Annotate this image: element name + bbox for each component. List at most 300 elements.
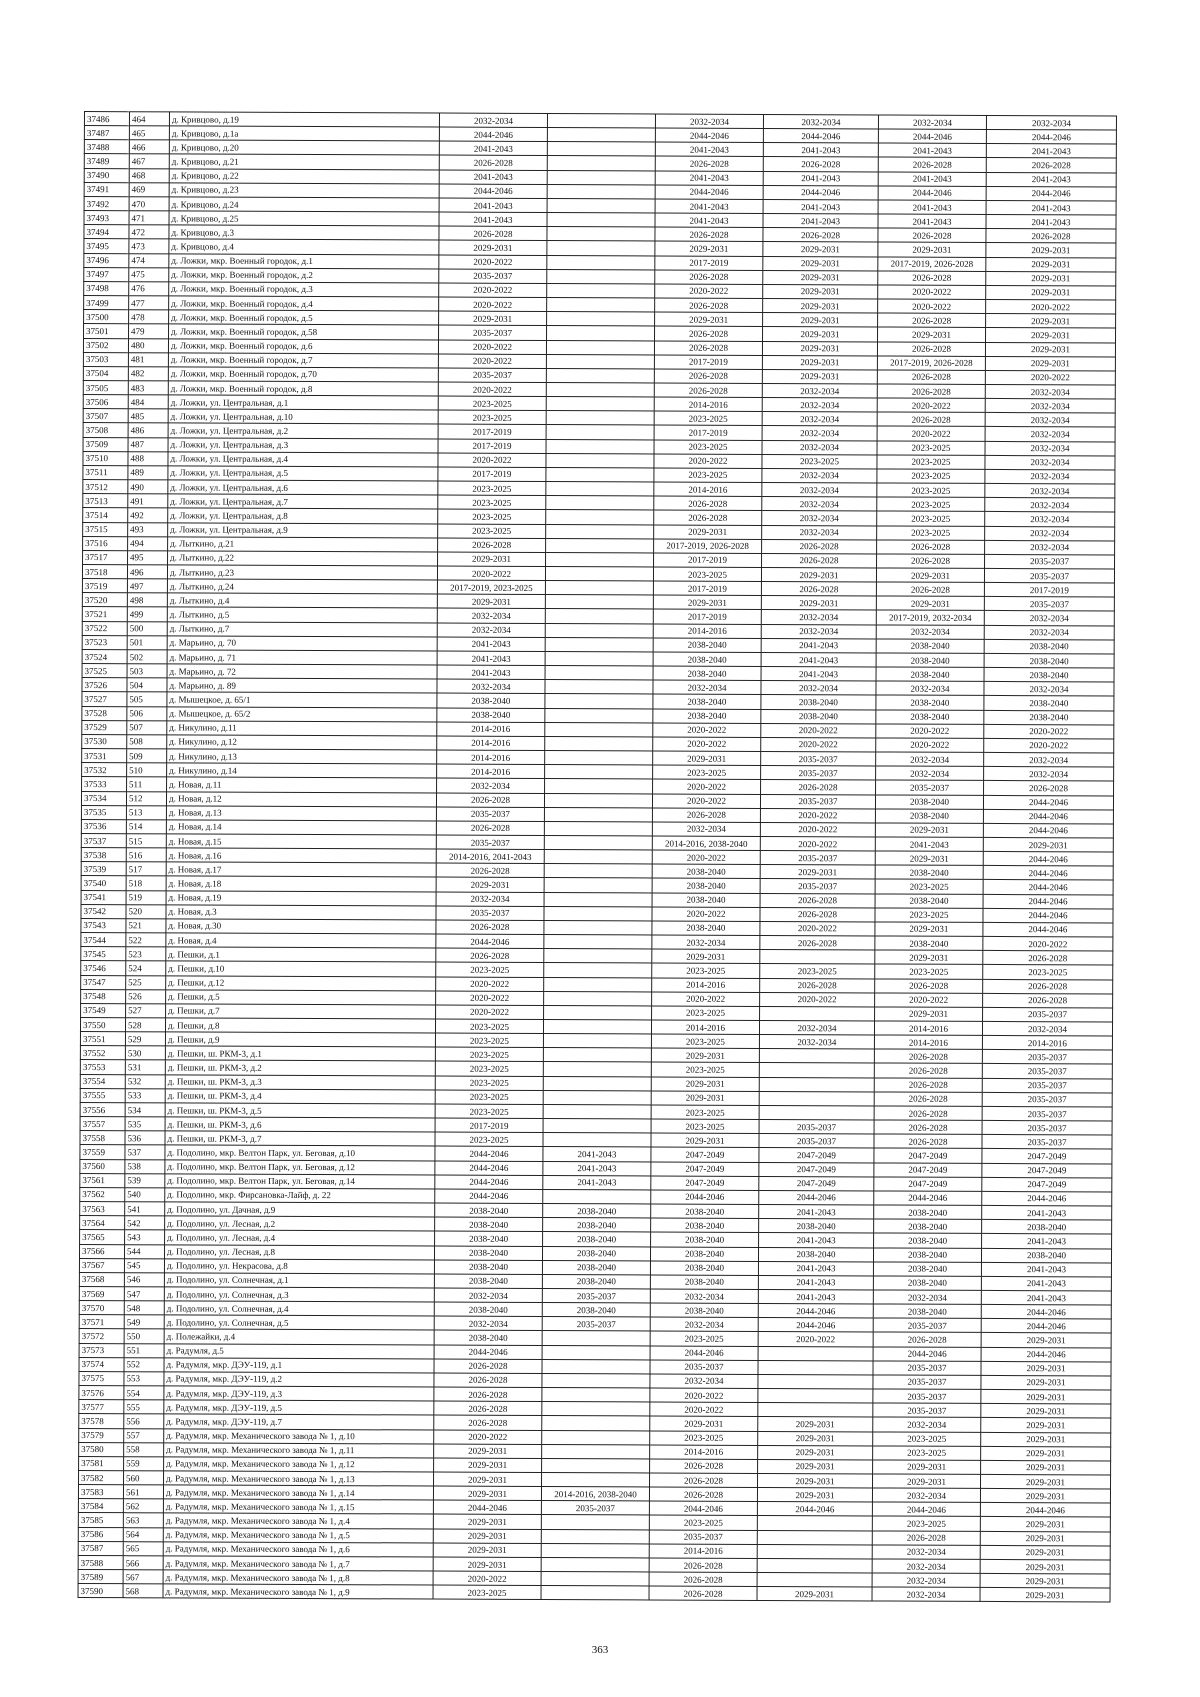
year-col-5-cell: 2035-2037 <box>873 1318 981 1333</box>
year-col-2-cell <box>545 567 653 582</box>
year-col-1-cell: 2041-2043 <box>439 212 547 227</box>
row-number-cell: 466 <box>129 140 169 154</box>
year-col-2-cell <box>542 1416 650 1431</box>
year-col-5-cell: 2026-2028 <box>874 1078 982 1093</box>
row-number-cell: 526 <box>126 989 166 1003</box>
year-col-6-cell: 2020-2022 <box>985 370 1115 385</box>
year-col-4-cell: 2020-2022 <box>760 808 875 823</box>
row-id-cell: 37540 <box>81 876 126 890</box>
year-col-1-cell: 2029-2031 <box>439 311 547 326</box>
year-col-6-cell: 2032-2034 <box>982 1021 1112 1036</box>
year-col-6-cell: 2029-2031 <box>986 314 1116 329</box>
row-number-cell: 548 <box>124 1301 164 1315</box>
year-col-5-cell: 2023-2025 <box>872 1516 980 1531</box>
year-col-3-cell: 2014-2016 <box>653 624 761 639</box>
year-col-6-cell: 2041-2043 <box>986 215 1116 230</box>
year-col-3-cell: 2014-2016 <box>651 1020 759 1035</box>
row-number-cell: 556 <box>124 1414 164 1428</box>
year-col-4-cell: 2029-2031 <box>763 256 878 271</box>
year-col-4-cell: 2029-2031 <box>758 1445 873 1460</box>
row-number-cell: 489 <box>128 466 168 480</box>
year-col-2-cell <box>545 609 653 624</box>
year-col-1-cell: 2020-2022 <box>436 991 544 1006</box>
year-col-4-cell: 2041-2043 <box>758 1261 873 1276</box>
row-id-cell: 37498 <box>84 281 129 295</box>
row-id-cell: 37499 <box>84 296 129 310</box>
row-id-cell: 37505 <box>83 380 128 394</box>
year-col-3-cell: 2035-2037 <box>650 1360 758 1375</box>
year-col-6-cell: 2044-2046 <box>986 130 1116 145</box>
address-cell: д. Никулино, д.11 <box>167 721 437 736</box>
year-col-5-cell: 2026-2028 <box>874 1063 982 1078</box>
address-cell: д. Кривцово, д.25 <box>169 211 439 226</box>
year-col-2-cell <box>546 411 654 426</box>
year-col-5-cell: 2038-2040 <box>876 710 984 725</box>
year-col-6-cell: 2035-2037 <box>982 1106 1112 1121</box>
year-col-6-cell: 2014-2016 <box>982 1036 1112 1051</box>
year-col-6-cell: 2029-2031 <box>981 1446 1111 1461</box>
year-col-3-cell: 2026-2028 <box>649 1572 757 1587</box>
row-number-cell: 540 <box>125 1188 165 1202</box>
row-number-cell: 482 <box>128 367 168 381</box>
row-number-cell: 537 <box>125 1145 165 1159</box>
year-col-1-cell: 2029-2031 <box>433 1486 541 1501</box>
row-id-cell: 37585 <box>78 1513 123 1527</box>
year-col-4-cell: 2029-2031 <box>757 1473 872 1488</box>
year-col-5-cell: 2020-2022 <box>877 426 985 441</box>
year-col-3-cell: 2020-2022 <box>653 723 761 738</box>
year-col-6-cell: 2041-2043 <box>981 1262 1111 1277</box>
year-col-3-cell: 2017-2019 <box>653 581 761 596</box>
year-col-5-cell: 2035-2037 <box>873 1403 981 1418</box>
year-col-3-cell: 2023-2025 <box>651 1034 759 1049</box>
year-col-5-cell: 2023-2025 <box>877 511 985 526</box>
year-col-5-cell: 2041-2043 <box>878 143 986 158</box>
year-col-4-cell: 2032-2034 <box>762 468 877 483</box>
row-id-cell: 37567 <box>79 1258 124 1272</box>
address-cell: д. Ложки, ул. Центральная, д.5 <box>168 466 438 481</box>
year-col-6-cell: 2029-2031 <box>980 1474 1110 1489</box>
year-col-5-cell: 2017-2019, 2026-2028 <box>877 356 985 371</box>
row-id-cell: 37521 <box>82 607 127 621</box>
year-col-3-cell: 2029-2031 <box>653 595 761 610</box>
year-col-4-cell <box>759 1063 874 1078</box>
year-col-1-cell: 2038-2040 <box>435 1231 543 1246</box>
year-col-1-cell: 2029-2031 <box>436 877 544 892</box>
year-col-4-cell: 2035-2037 <box>759 1134 874 1149</box>
year-col-2-cell <box>546 425 654 440</box>
year-col-6-cell: 2032-2034 <box>985 498 1115 513</box>
year-col-6-cell: 2032-2034 <box>985 469 1115 484</box>
row-id-cell: 37524 <box>82 649 127 663</box>
address-cell: д. Подолино, мкр. Велтон Парк, ул. Беговая, д.10 <box>165 1145 435 1160</box>
year-col-1-cell: 2014-2016 <box>437 764 545 779</box>
address-cell: д. Ложки, мкр. Военный городок, д.2 <box>169 268 439 283</box>
year-col-1-cell: 2023-2025 <box>435 1019 543 1034</box>
year-col-5-cell: 2026-2028 <box>873 1332 981 1347</box>
row-number-cell: 478 <box>129 310 169 324</box>
row-id-cell: 37533 <box>82 777 127 791</box>
year-col-5-cell: 2038-2040 <box>873 1247 981 1262</box>
year-col-4-cell: 2044-2046 <box>758 1304 873 1319</box>
year-col-2-cell <box>545 751 653 766</box>
year-col-2-cell <box>544 977 652 992</box>
address-cell: д. Ложки, мкр. Военный городок, д.5 <box>169 310 439 325</box>
year-col-2-cell <box>545 765 653 780</box>
year-col-3-cell: 2044-2046 <box>655 185 763 200</box>
year-col-2-cell <box>544 835 652 850</box>
year-col-2-cell <box>542 1359 650 1374</box>
year-col-2-cell <box>546 482 654 497</box>
year-col-5-cell: 2038-2040 <box>876 695 984 710</box>
row-number-cell: 519 <box>126 890 166 904</box>
year-col-5-cell: 2020-2022 <box>877 398 985 413</box>
year-col-3-cell: 2038-2040 <box>653 638 761 653</box>
year-col-6-cell: 2044-2046 <box>983 852 1113 867</box>
address-cell: д. Марьино, д. 71 <box>167 650 437 665</box>
year-col-5-cell: 2023-2025 <box>875 879 983 894</box>
year-col-6-cell: 2047-2049 <box>982 1149 1112 1164</box>
year-col-4-cell: 2026-2028 <box>763 228 878 243</box>
address-cell: д. Лыткино, д.23 <box>167 565 437 580</box>
year-col-5-cell: 2029-2031 <box>875 1007 983 1022</box>
row-id-cell: 37492 <box>84 196 129 210</box>
year-col-1-cell: 2029-2031 <box>438 552 546 567</box>
year-col-3-cell: 2038-2040 <box>653 652 761 667</box>
year-col-1-cell: 2044-2046 <box>435 1189 543 1204</box>
year-col-1-cell: 2017-2019 <box>438 439 546 454</box>
address-cell: д. Пешки, д.10 <box>166 961 436 976</box>
year-col-4-cell: 2032-2034 <box>763 114 878 129</box>
row-id-cell: 37497 <box>84 267 129 281</box>
year-col-1-cell: 2038-2040 <box>434 1274 542 1289</box>
year-col-1-cell: 2026-2028 <box>436 793 544 808</box>
row-number-cell: 483 <box>128 381 168 395</box>
year-col-2-cell <box>545 708 653 723</box>
year-col-2-cell <box>542 1444 650 1459</box>
row-id-cell: 37512 <box>83 480 128 494</box>
row-number-cell: 536 <box>125 1131 165 1145</box>
address-cell: д. Ложки, ул. Центральная, д.2 <box>168 423 438 438</box>
year-col-4-cell: 2035-2037 <box>760 879 875 894</box>
year-col-6-cell: 2047-2049 <box>982 1163 1112 1178</box>
year-col-1-cell: 2044-2046 <box>439 184 547 199</box>
year-col-5-cell: 2023-2025 <box>877 483 985 498</box>
row-number-cell: 554 <box>124 1386 164 1400</box>
year-col-5-cell: 2026-2028 <box>877 540 985 555</box>
row-number-cell: 499 <box>127 607 167 621</box>
year-col-2-cell <box>541 1529 649 1544</box>
year-col-4-cell: 2044-2046 <box>763 185 878 200</box>
year-col-5-cell: 2044-2046 <box>878 129 986 144</box>
year-col-2-cell <box>543 1062 651 1077</box>
year-col-2-cell <box>543 1119 651 1134</box>
year-col-4-cell: 2029-2031 <box>758 1431 873 1446</box>
year-col-3-cell: 2023-2025 <box>651 1119 759 1134</box>
row-number-cell: 525 <box>126 975 166 989</box>
year-col-1-cell: 2020-2022 <box>438 340 546 355</box>
year-col-4-cell <box>757 1530 872 1545</box>
year-col-6-cell: 2029-2031 <box>981 1375 1111 1390</box>
address-cell: д. Ложки, ул. Центральная, д.1 <box>168 395 438 410</box>
year-col-1-cell: 2032-2034 <box>439 113 547 128</box>
address-cell: д. Подолино, ул. Солнечная, д.1 <box>164 1273 434 1288</box>
address-cell: д. Пешки, ш. РКМ-3, д.5 <box>165 1103 435 1118</box>
year-col-1-cell: 2014-2016 <box>437 750 545 765</box>
row-number-cell: 524 <box>126 961 166 975</box>
row-id-cell: 37570 <box>79 1301 124 1315</box>
row-id-cell: 37507 <box>83 409 128 423</box>
year-col-4-cell: 2020-2022 <box>758 1332 873 1347</box>
row-number-cell: 522 <box>126 933 166 947</box>
year-col-1-cell: 2026-2028 <box>434 1415 542 1430</box>
address-cell: д. Подолино, ул. Лесная, д.8 <box>164 1244 434 1259</box>
year-col-2-cell <box>547 298 655 313</box>
year-col-2-cell <box>546 368 654 383</box>
year-col-6-cell: 2029-2031 <box>981 1404 1111 1419</box>
year-col-4-cell: 2026-2028 <box>762 539 877 554</box>
row-number-cell: 481 <box>128 352 168 366</box>
year-col-3-cell: 2020-2022 <box>653 737 761 752</box>
address-cell: д. Кривцово, д.3 <box>169 225 439 240</box>
address-cell: д. Марьино, д. 89 <box>167 678 437 693</box>
year-col-2-cell <box>546 496 654 511</box>
year-col-4-cell: 2029-2031 <box>761 596 876 611</box>
year-col-3-cell: 2032-2034 <box>653 680 761 695</box>
row-id-cell: 37526 <box>82 678 127 692</box>
year-col-5-cell: 2044-2046 <box>878 186 986 201</box>
row-id-cell: 37546 <box>81 961 126 975</box>
year-col-4-cell: 2044-2046 <box>759 1190 874 1205</box>
year-col-6-cell: 2020-2022 <box>984 738 1114 753</box>
year-col-6-cell: 2029-2031 <box>981 1361 1111 1376</box>
year-col-6-cell: 2041-2043 <box>981 1276 1111 1291</box>
year-col-4-cell: 2020-2022 <box>760 822 875 837</box>
row-number-cell: 465 <box>129 126 169 140</box>
year-col-6-cell: 2044-2046 <box>983 908 1113 923</box>
year-col-4-cell: 2026-2028 <box>760 893 875 908</box>
row-id-cell: 37586 <box>78 1527 123 1541</box>
year-col-1-cell: 2026-2028 <box>436 821 544 836</box>
year-col-3-cell: 2014-2016 <box>649 1544 757 1559</box>
year-col-5-cell: 2038-2040 <box>875 865 983 880</box>
year-col-5-cell: 2017-2019, 2032-2034 <box>876 610 984 625</box>
row-number-cell: 546 <box>124 1273 164 1287</box>
year-col-4-cell: 2029-2031 <box>762 355 877 370</box>
year-col-4-cell: 2041-2043 <box>761 667 876 682</box>
row-id-cell: 37553 <box>80 1060 125 1074</box>
year-col-4-cell: 2026-2028 <box>760 907 875 922</box>
row-number-cell: 467 <box>129 154 169 168</box>
year-col-5-cell: 2038-2040 <box>873 1276 981 1291</box>
year-col-3-cell: 2038-2040 <box>650 1303 758 1318</box>
row-number-cell: 510 <box>127 763 167 777</box>
row-number-cell: 470 <box>129 197 169 211</box>
year-col-2-cell <box>543 1133 651 1148</box>
row-number-cell: 485 <box>128 409 168 423</box>
row-number-cell: 490 <box>128 480 168 494</box>
year-col-3-cell: 2017-2019 <box>654 553 762 568</box>
year-col-4-cell: 2029-2031 <box>763 298 878 313</box>
year-col-1-cell: 2023-2025 <box>435 1090 543 1105</box>
year-col-6-cell: 2029-2031 <box>986 271 1116 286</box>
year-col-4-cell: 2020-2022 <box>761 723 876 738</box>
row-number-cell: 479 <box>129 324 169 338</box>
year-col-3-cell: 2026-2028 <box>654 383 762 398</box>
year-col-2-cell <box>546 510 654 525</box>
row-number-cell: 513 <box>126 805 166 819</box>
year-col-3-cell: 2026-2028 <box>652 808 760 823</box>
row-id-cell: 37490 <box>84 168 129 182</box>
year-col-5-cell: 2041-2043 <box>878 172 986 187</box>
year-col-1-cell: 2035-2037 <box>436 906 544 921</box>
year-col-6-cell: 2029-2031 <box>980 1545 1110 1560</box>
year-col-5-cell: 2026-2028 <box>875 978 983 993</box>
year-col-5-cell: 2038-2040 <box>873 1262 981 1277</box>
address-cell: д. Пешки, д.8 <box>165 1018 435 1033</box>
year-col-2-cell <box>547 142 655 157</box>
year-col-5-cell: 2038-2040 <box>875 794 983 809</box>
year-col-6-cell: 2032-2034 <box>984 625 1114 640</box>
row-id-cell: 37488 <box>84 140 129 154</box>
year-col-5-cell: 2029-2031 <box>875 851 983 866</box>
year-col-1-cell: 2035-2037 <box>439 269 547 284</box>
year-col-6-cell: 2029-2031 <box>981 1432 1111 1447</box>
year-col-5-cell: 2026-2028 <box>878 228 986 243</box>
year-col-4-cell <box>757 1573 872 1588</box>
year-col-6-cell: 2032-2034 <box>985 399 1115 414</box>
address-cell: д. Радумля, д.5 <box>164 1343 434 1358</box>
row-number-cell: 523 <box>126 947 166 961</box>
year-col-1-cell: 2023-2025 <box>436 962 544 977</box>
year-col-6-cell: 2038-2040 <box>982 1220 1112 1235</box>
row-number-cell: 560 <box>124 1471 164 1485</box>
year-col-6-cell: 2035-2037 <box>983 1007 1113 1022</box>
year-col-6-cell: 2044-2046 <box>983 866 1113 881</box>
year-col-2-cell <box>542 1473 650 1488</box>
year-col-1-cell: 2023-2025 <box>438 495 546 510</box>
year-col-1-cell: 2032-2034 <box>437 609 545 624</box>
row-number-cell: 532 <box>125 1074 165 1088</box>
address-cell: д. Радумля, мкр. Механического завода № 1, д.4 <box>163 1513 433 1528</box>
address-cell: д. Пешки, ш. РКМ-3, д.4 <box>165 1089 435 1104</box>
row-id-cell: 37530 <box>82 734 127 748</box>
year-col-5-cell: 2026-2028 <box>877 554 985 569</box>
year-col-1-cell: 2026-2028 <box>436 920 544 935</box>
address-cell: д. Новая, д.30 <box>166 919 436 934</box>
year-col-3-cell: 2017-2019 <box>654 425 762 440</box>
year-col-6-cell: 2017-2019 <box>984 583 1114 598</box>
year-col-1-cell: 2032-2034 <box>437 623 545 638</box>
year-col-2-cell <box>544 793 652 808</box>
year-col-1-cell: 2023-2025 <box>435 1104 543 1119</box>
year-col-6-cell: 2032-2034 <box>985 540 1115 555</box>
year-col-1-cell: 2038-2040 <box>434 1260 542 1275</box>
year-col-1-cell: 2020-2022 <box>439 283 547 298</box>
year-col-2-cell <box>545 651 653 666</box>
year-col-2-cell <box>547 255 655 270</box>
row-number-cell: 561 <box>123 1485 163 1499</box>
row-id-cell: 37491 <box>84 182 129 196</box>
year-col-3-cell: 2020-2022 <box>655 284 763 299</box>
year-col-3-cell: 2026-2028 <box>650 1459 758 1474</box>
year-col-2-cell <box>547 156 655 171</box>
row-number-cell: 566 <box>123 1556 163 1570</box>
row-number-cell: 547 <box>124 1287 164 1301</box>
year-col-3-cell: 2035-2037 <box>649 1530 757 1545</box>
address-cell: д. Радумля, мкр. Механического завода № 1, д.7 <box>163 1556 433 1571</box>
row-id-cell: 37580 <box>79 1442 124 1456</box>
address-cell: д. Радумля, мкр. ДЭУ-119, д.7 <box>164 1414 434 1429</box>
year-col-2-cell: 2041-2043 <box>543 1147 651 1162</box>
year-col-4-cell: 2041-2043 <box>763 199 878 214</box>
year-col-6-cell: 2032-2034 <box>985 384 1115 399</box>
row-id-cell: 37549 <box>81 1003 126 1017</box>
year-col-3-cell: 2023-2025 <box>654 440 762 455</box>
year-col-4-cell: 2044-2046 <box>763 129 878 144</box>
year-col-3-cell: 2023-2025 <box>654 468 762 483</box>
row-id-cell: 37560 <box>80 1159 125 1173</box>
year-col-5-cell: 2026-2028 <box>877 370 985 385</box>
year-col-3-cell: 2020-2022 <box>652 850 760 865</box>
row-id-cell: 37519 <box>82 579 127 593</box>
year-col-6-cell: 2032-2034 <box>985 455 1115 470</box>
year-col-6-cell: 2047-2049 <box>982 1177 1112 1192</box>
year-col-3-cell: 2017-2019 <box>653 609 761 624</box>
row-id-cell: 37576 <box>79 1386 124 1400</box>
row-number-cell: 493 <box>128 522 168 536</box>
address-cell: д. Пешки, д.1 <box>166 947 436 962</box>
year-col-1-cell: 2029-2031 <box>433 1529 541 1544</box>
year-col-4-cell: 2035-2037 <box>760 794 875 809</box>
year-col-2-cell: 2041-2043 <box>543 1175 651 1190</box>
row-id-cell: 37503 <box>83 352 128 366</box>
row-number-cell: 486 <box>128 423 168 437</box>
year-col-6-cell: 2038-2040 <box>984 653 1114 668</box>
year-col-3-cell: 2038-2040 <box>652 893 760 908</box>
year-col-6-cell: 2038-2040 <box>981 1248 1111 1263</box>
year-col-4-cell <box>758 1374 873 1389</box>
year-col-4-cell: 2041-2043 <box>759 1204 874 1219</box>
year-col-5-cell: 2026-2028 <box>877 412 985 427</box>
row-id-cell: 37557 <box>80 1117 125 1131</box>
year-col-4-cell: 2026-2028 <box>762 553 877 568</box>
address-cell: д. Лыткино, д.7 <box>167 621 437 636</box>
year-col-5-cell: 2038-2040 <box>876 639 984 654</box>
year-col-2-cell: 2035-2037 <box>541 1501 649 1516</box>
year-col-2-cell <box>545 581 653 596</box>
year-col-6-cell: 2035-2037 <box>982 1050 1112 1065</box>
year-col-3-cell: 2029-2031 <box>651 1048 759 1063</box>
row-id-cell: 37544 <box>81 933 126 947</box>
year-col-2-cell <box>547 198 655 213</box>
year-col-4-cell <box>760 950 875 965</box>
year-col-1-cell: 2041-2043 <box>439 170 547 185</box>
address-cell: д. Кривцово, д.22 <box>169 168 439 183</box>
year-col-2-cell <box>541 1572 649 1587</box>
address-cell: д. Подолино, ул. Некрасова, д.8 <box>164 1259 434 1274</box>
year-col-5-cell: 2029-2031 <box>878 327 986 342</box>
address-cell: д. Кривцово, д.24 <box>169 197 439 212</box>
year-col-6-cell: 2029-2031 <box>983 837 1113 852</box>
year-col-4-cell <box>758 1346 873 1361</box>
year-col-5-cell: 2026-2028 <box>878 271 986 286</box>
row-number-cell: 505 <box>127 692 167 706</box>
row-id-cell: 37508 <box>83 423 128 437</box>
year-col-5-cell: 2020-2022 <box>876 724 984 739</box>
year-col-2-cell <box>541 1515 649 1530</box>
year-col-2-cell <box>544 935 652 950</box>
